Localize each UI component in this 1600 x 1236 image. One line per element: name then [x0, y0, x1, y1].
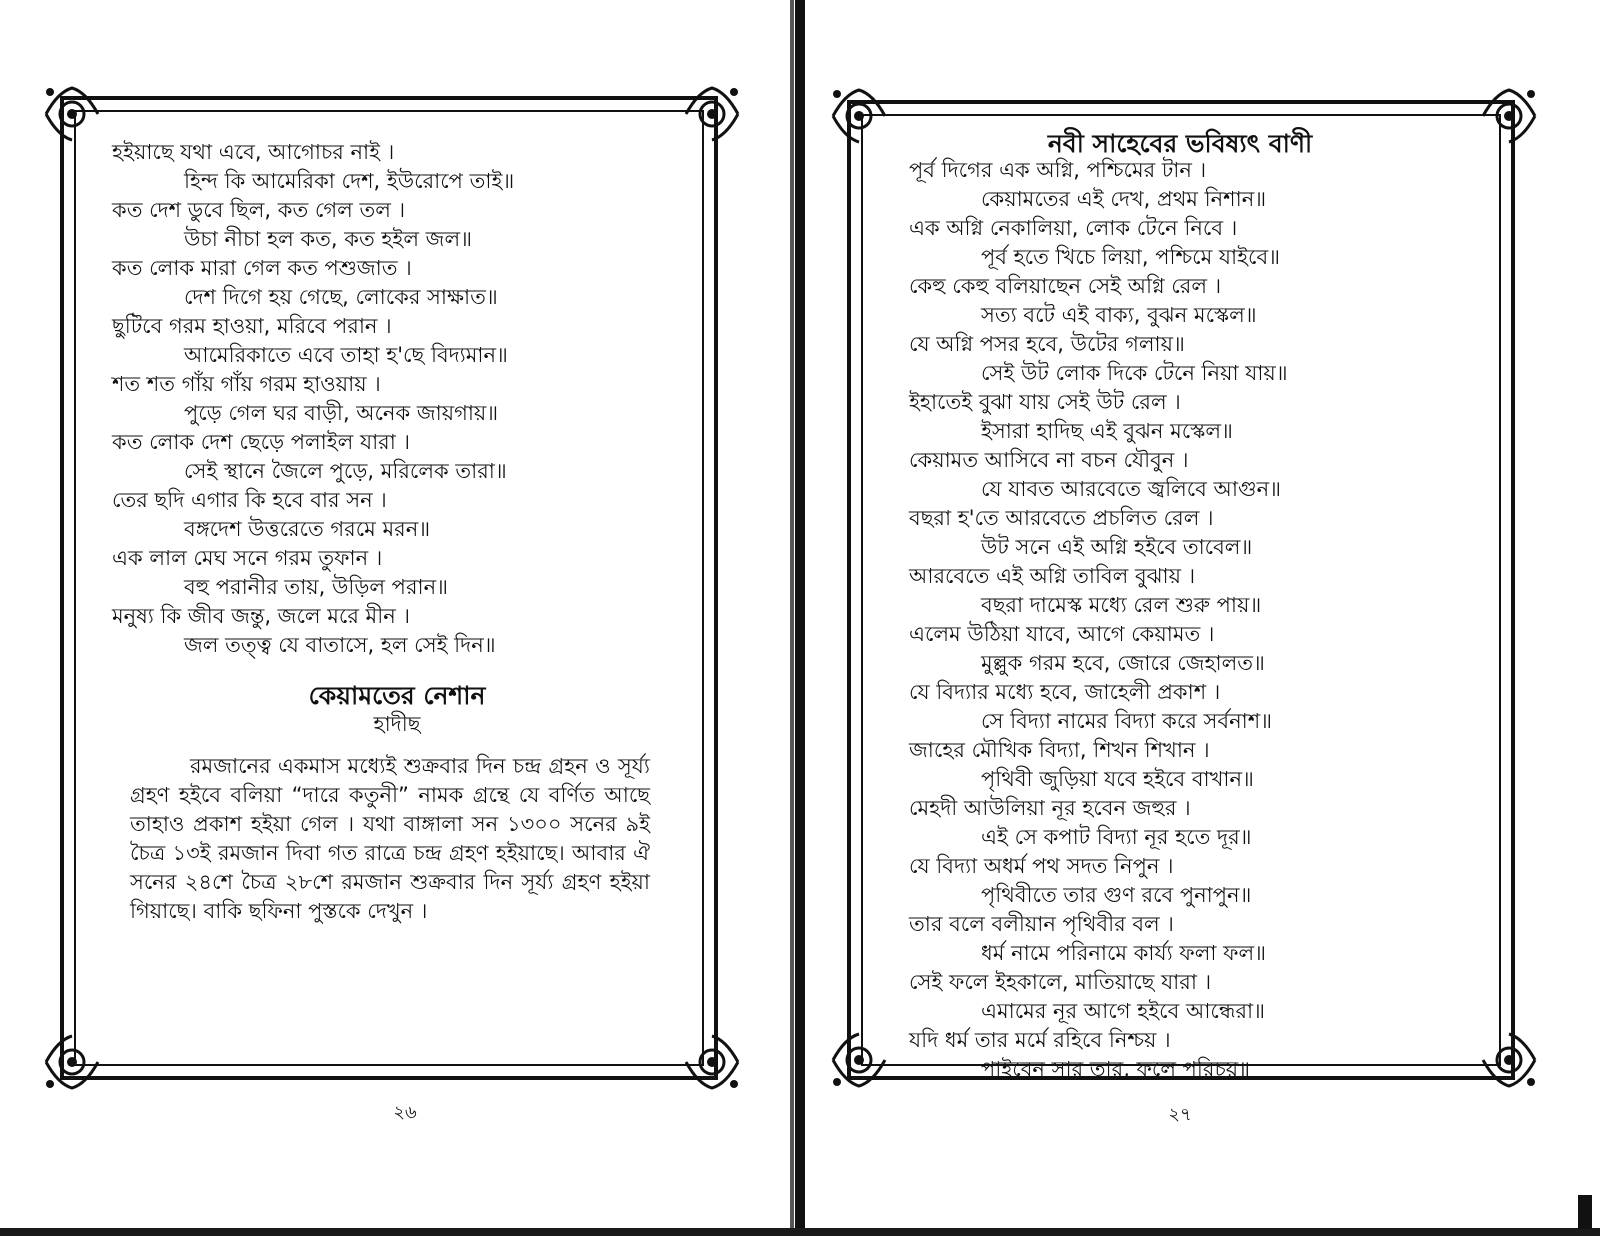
verse-line: বঙ্গদেশ উত্তরেতে গরমে মরন॥ [184, 517, 431, 541]
verse-line: এক অগ্নি নেকালিয়া, লোক টেনে নিবে । [909, 216, 1238, 240]
verse-line: কেয়ামত আসিবে না বচন যৌবুন । [909, 448, 1189, 472]
verse-line: আরবেতে এই অগ্নি তাবিল বুঝায় । [909, 564, 1196, 588]
verse-line: কত দেশ ডুবে ছিল, কত গেল তল । [112, 198, 406, 222]
verse-line: সেই উট লোক দিকে টেনে নিয়া যায়॥ [981, 361, 1288, 385]
verse-line: যে অগ্নি পসর হবে, উটের গলায়॥ [909, 332, 1185, 356]
left-page [0, 0, 795, 1236]
section-subheading: হাদীছ [373, 712, 421, 736]
floral-corner-icon [1477, 84, 1541, 148]
scan-bottom-edge [0, 1228, 1600, 1236]
book-spine [795, 0, 805, 1236]
verse-line: তার বলে বলীয়ান পৃথিবীর বল । [909, 912, 1174, 936]
verse-line: উট সনে এই অগ্নি হইবে তাবেল॥ [981, 535, 1253, 559]
verse-line: জাহের মৌখিক বিদ্যা, শিখন শিখান । [909, 738, 1210, 762]
verse-line: এক লাল মেঘ সনে গরম তুফান । [112, 546, 383, 570]
verse-line: পূর্ব হতে খিচে লিয়া, পশ্চিমে যাইবে॥ [981, 245, 1281, 269]
verse-line: কেয়ামতের এই দেখ, প্রথম নিশান॥ [981, 187, 1267, 211]
verse-line: এমামের নূর আগে হইবে আন্ধেরা॥ [981, 999, 1266, 1023]
verse-line: এই সে কপাট বিদ্যা নূর হতে দূর॥ [981, 825, 1252, 849]
verse-line: পুড়ে গেল ঘর বাড়ী, অনেক জায়গায়॥ [184, 401, 499, 425]
verse-line: যে যাবত আরবেতে জ্বলিবে আগুন॥ [981, 477, 1282, 501]
verse-line: হিন্দ কি আমেরিকা দেশ, ইউরোপে তাই॥ [184, 169, 515, 193]
right-page [805, 0, 1600, 1236]
floral-corner-icon [680, 1030, 744, 1094]
paragraph-text: রমজানের একমাস মধ্যেই শুক্রবার দিন চন্দ্র গ্রহন ও সূর্য্য গ্রহণ হইবে বলিয়া “দারে কতুনী” নামক গ্রন্থে যে বর্ণিত আছে তাহাও প্রকাশ হইয়া গেল । যথা বাঙ্গালা সন ১৩০০ সনের ৯ই চৈত্র ১৩ই রমজান দিবা গত রাত্রে চন্দ্র গ্রহণ হইয়াছে। আবার ঐ সনের ২৪শে চৈত্র ২৮শে রমজান শুক্রবার দিন সূর্য্য গ্রহণ হইয়া গিয়াছে। বাকি ছফিনা পুস্তকে দেখুন । [130, 754, 650, 923]
verse-line: শত শত গাঁয় গাঁয় গরম হাওয়ায় । [112, 372, 381, 396]
right-verse-list [909, 156, 1489, 1084]
floral-corner-icon [40, 1030, 104, 1094]
floral-corner-icon [827, 84, 891, 148]
verse-line: তের ছদি এগার কি হবে বার সন । [112, 488, 387, 512]
verse-line: এলেম উঠিয়া যাবে, আগে কেয়ামত । [909, 622, 1215, 646]
floral-corner-icon [827, 1028, 891, 1092]
verse-line: সে বিদ্যা নামের বিদ্যা করে সর্বনাশ॥ [981, 709, 1273, 733]
verse-line: আমেরিকাতে এবে তাহা হ'ছে বিদ্যমান॥ [184, 343, 508, 367]
verse-line: পৃথিবী জুড়িয়া যবে হইবে বাখান॥ [981, 767, 1254, 791]
floral-corner-icon [40, 82, 104, 146]
verse-line: দেশ দিগে হয় গেছে, লোকের সাক্ষাত॥ [184, 285, 498, 309]
page-number: ২৭ [1168, 1104, 1192, 1125]
page-number: ২৬ [393, 1102, 417, 1123]
verse-line: উচা নীচা হল কত, কত হইল জল॥ [184, 227, 472, 251]
verse-line: সত্য বটে এই বাক্য, বুঝন মস্কেল॥ [981, 303, 1257, 327]
verse-line: মুল্লুক গরম হবে, জোরে জেহালত॥ [981, 651, 1265, 675]
hadith-paragraph [130, 752, 650, 926]
verse-line: যদি ধর্ম তার মর্মে রহিবে নিশ্চয় । [909, 1028, 1171, 1052]
verse-line: বছরা দামেস্ক মধ্যে রেল শুরু পায়॥ [981, 593, 1262, 617]
scan-edge-mark [1578, 1195, 1592, 1229]
verse-line: পূর্ব দিগের এক অগ্নি, পশ্চিমের টান । [909, 158, 1207, 182]
verse-line: পাইবেন সার তার, ফলে পরিচয়॥ [981, 1057, 1251, 1081]
verse-line: পৃথিবীতে তার গুণ রবে পুনাপুন॥ [981, 883, 1252, 907]
floral-corner-icon [680, 82, 744, 146]
verse-line: ছুটিবে গরম হাওয়া, মরিবে পরান । [112, 314, 392, 338]
verse-line: ধর্ম নামে পরিনামে কার্য্য ফলা ফল॥ [981, 941, 1266, 965]
verse-line: মনুষ্য কি জীব জন্তু, জলে মরে মীন । [112, 604, 410, 628]
verse-line: যে বিদ্যার মধ্যে হবে, জাহেলী প্রকাশ । [909, 680, 1221, 704]
verse-line: হইয়াছে যথা এবে, আগোচর নাই । [112, 140, 395, 164]
section-heading: নবী সাহেবের ভবিষ্যৎ বাণী [1047, 129, 1313, 158]
verse-line: বহু পরানীর তায়, উড়িল পরান॥ [184, 575, 448, 599]
section-heading: কেয়ামতের নেশান [308, 681, 486, 710]
verse-line: কত লোক মারা গেল কত পশুজাত । [112, 256, 412, 280]
verse-line: কেহু কেহু বলিয়াছেন সেই অগ্নি রেল । [909, 274, 1222, 298]
spine-shadow [790, 0, 794, 1236]
verse-line: যে বিদ্যা অধর্ম পথ সদত নিপুন । [909, 854, 1174, 878]
verse-line: ইহাতেই বুঝা যায় সেই উট রেল । [909, 390, 1181, 414]
verse-line: জল তত্ত্ব যে বাতাসে, হল সেই দিন॥ [184, 633, 496, 657]
verse-line: ইসারা হাদিছ এই বুঝন মস্কেল॥ [981, 419, 1233, 443]
verse-line: বছরা হ'তে আরবেতে প্রচলিত রেল । [909, 506, 1214, 530]
left-verse-list [112, 138, 682, 660]
verse-line: মেহদী আউলিয়া নূর হবেন জহুর । [909, 796, 1191, 820]
verse-line: সেই ফলে ইহকালে, মাতিয়াছে যারা । [909, 970, 1212, 994]
verse-line: সেই স্থানে জৈলে পুড়ে, মরিলেক তারা॥ [184, 459, 507, 483]
verse-line: কত লোক দেশ ছেড়ে পলাইল যারা । [112, 430, 411, 454]
